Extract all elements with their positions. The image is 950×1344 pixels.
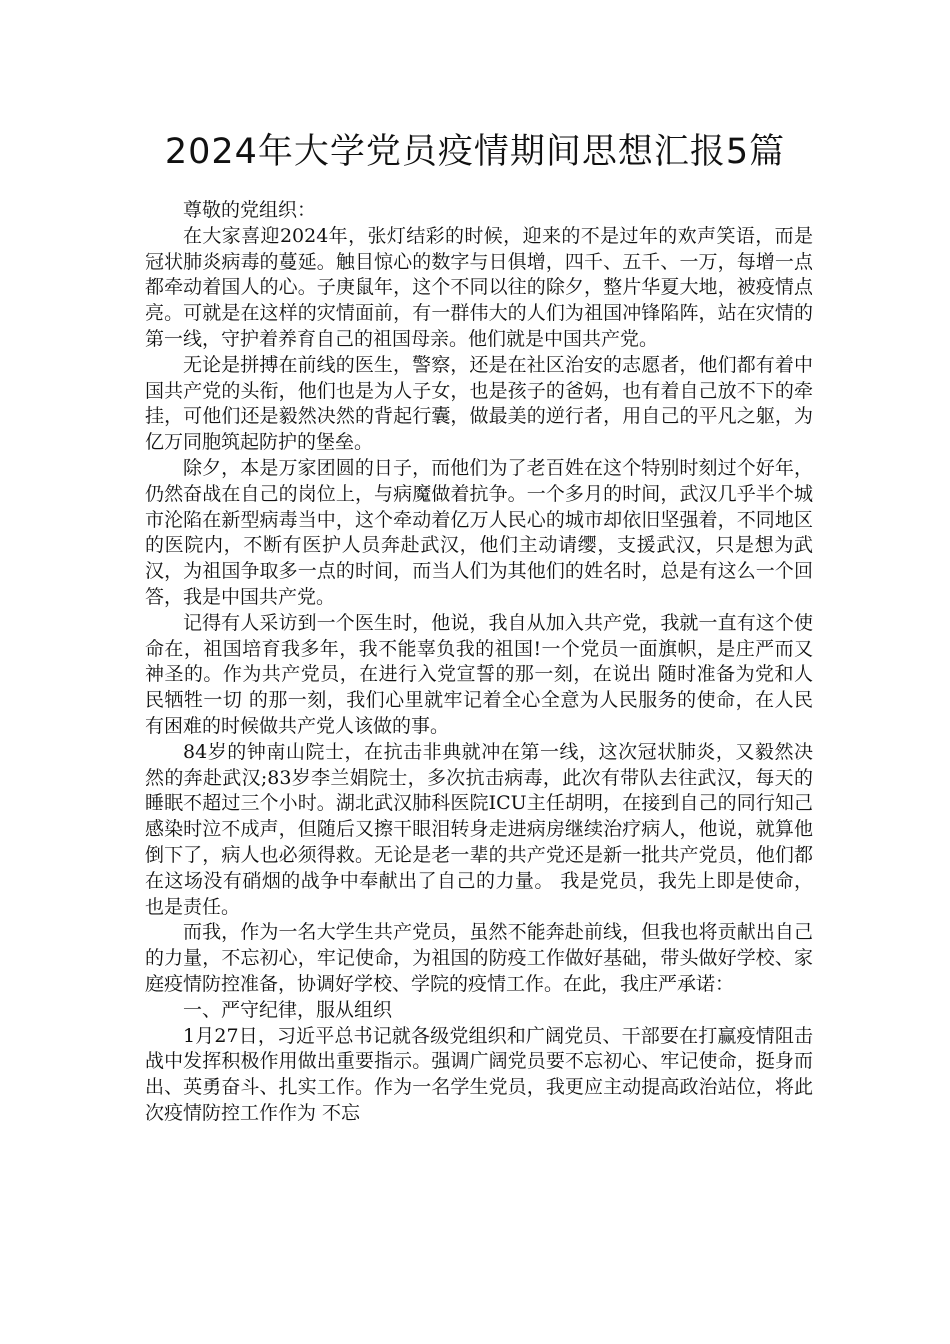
document-body [145,198,813,1127]
section-heading-discipline: 一、严守纪律，服从组织 [183,998,393,1021]
paragraph-academicians: 84岁的钟南山院士，在抗击非典就冲在第一线，这次冠状肺炎，又毅然决然的奔赴武汉;83岁李兰娟院士，多次抗击病毒，此次有带队去往武汉，每天的睡眠不超过三个小时。湖北武汉肺科医院ICU主任胡明，在接到自己的同行知己感染时泣不成声，但随后又擦干眼泪转身走进病房继续治疗病人，他说，就算他倒下了，病人也必须得救。无论是老一辈的共产党还是新一批共产党员，他们都在这场没有硝烟的战争中奉献出了自己的力量。 我是党员，我先上即是使命，也是责任。 [145,740,813,918]
paragraph-instructions: 1月27日，习近平总书记就各级党组织和广阔党员、干部要在打赢疫情阻击战中发挥积极作用做出重要指示。强调广阔党员要不忘初心、牢记使命，挺身而出、英勇奋斗、扎实工作。作为一名学生党员，我更应主动提高政治站位，将此次疫情防控工作作为 不忘 [145,1024,813,1124]
document-title: 2024年大学党员疫情期间思想汇报5篇 [164,132,786,172]
paragraph-intro: 在大家喜迎2024年，张灯结彩的时候，迎来的不是过年的欢声笑语，而是冠状肺炎病毒的蔓延。触目惊心的数字与日俱增，四千、五千、一万，每增一点都牵动着国人的心。子庚鼠年，这个不同以往的除夕，整片华夏大地，被疫情点亮。可就是在这样的灾情面前，有一群伟大的人们为祖国冲锋陷阵，站在灾情的第一线，守护着养育自己的祖国母亲。他们就是中国共产党。 [145,224,813,350]
paragraph-new-year-eve: 除夕，本是万家团圆的日子，而他们为了老百姓在这个特别时刻过个好年，仍然奋战在自己的岗位上，与病魔做着抗争。一个多月的时间，武汉几乎半个城市沦陷在新型病毒当中，这个牵动着亿万人民心的城市却依旧坚强着，不同地区的医院内，不断有医护人员奔赴武汉，他们主动请缨，支援武汉，只是想为武汉，为祖国争取多一点的时间，而当人们为其他们的姓名时，总是有这么一个回答，我是中国共产党。 [145,456,813,608]
salutation: 尊敬的党组织： [183,199,317,221]
paragraph-pledge: 而我，作为一名大学生共产党员，虽然不能奔赴前线，但我也将贡献出自己的力量，不忘初心，牢记使命，为祖国的防疫工作做好基础，带头做好学校、家庭疫情防控准备，协调好学校、学院的疫情工作。在此，我庄严承诺： [145,921,813,995]
paragraph-frontline: 无论是拼搏在前线的医生，警察，还是在社区治安的志愿者，他们都有着中国共产党的头衔，他们也是为人子女，也是孩子的爸妈，也有着自己放不下的牵挂，可他们还是毅然决然的背起行囊，做最美的逆行者，用自己的平凡之躯，为亿万同胞筑起防护的堡垒。 [145,353,813,454]
paragraph-interview: 记得有人采访到一个医生时，他说，我自从加入共产党，我就一直有这个使命在，祖国培育我多年，我不能辜负我的祖国!一个党员一面旗帜，是庄严而又神圣的。作为共产党员，在进行入党宣誓的那一刻，在说出 随时准备为党和人民牺牲一切 的那一刻，我们心里就牢记着全心全意为人民服务的使命，在人民有困难的时候做共产党人该做的事。 [145,611,813,737]
